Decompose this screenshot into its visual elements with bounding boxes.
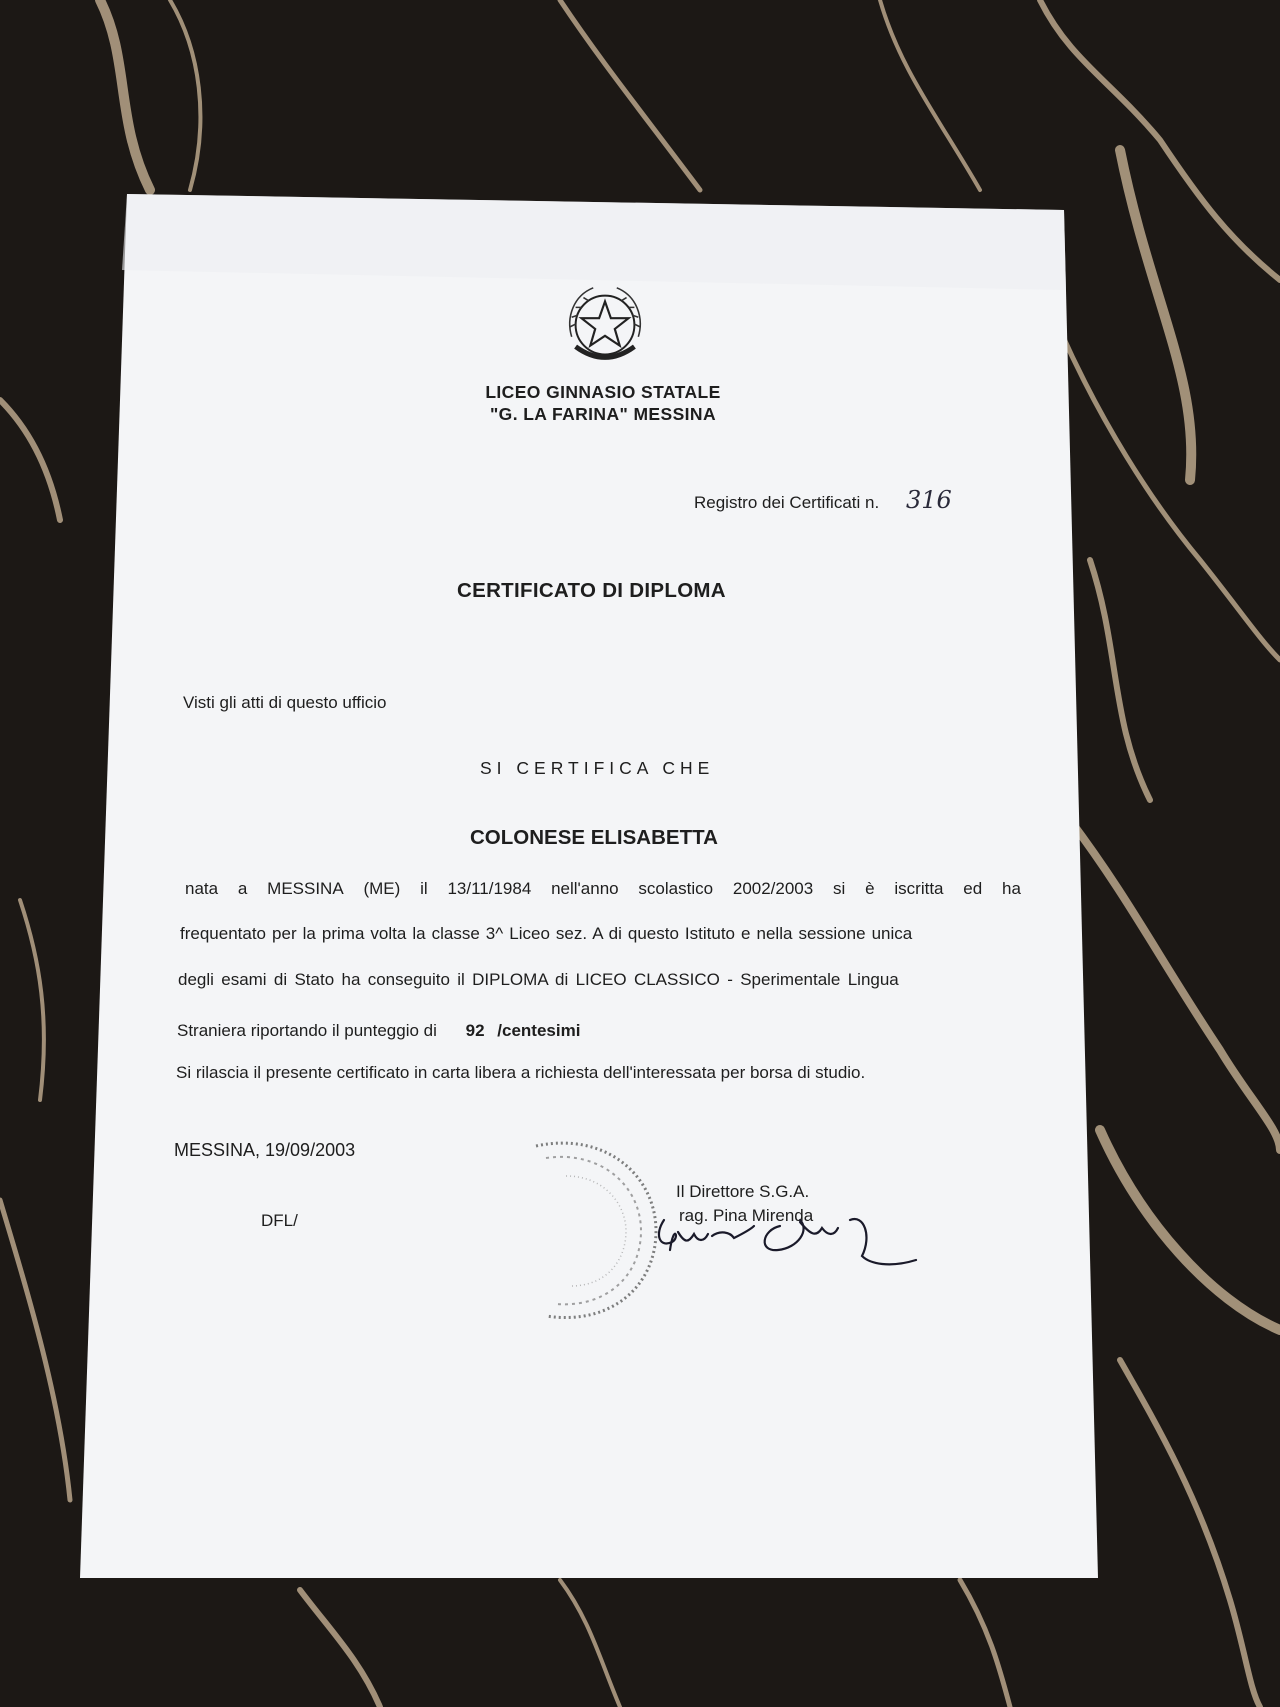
place-date: MESSINA, 19/09/2003 [174,1140,356,1160]
director-name: rag. Pina Mirenda [679,1206,814,1225]
body-line-2: frequentato per la prima volta la classe 3^ Liceo sez. A di questo Istituto e nella sessione unica [180,924,913,943]
body-line-1 [185,880,1021,897]
score-value: 92 [465,1021,485,1040]
school-name-line-1: LICEO GINNASIO STATALE [485,382,721,402]
word: 13/11/1984 [447,879,532,898]
registry-label: Registro dei Certificati n. [694,493,880,512]
handwritten-signature-icon [650,1190,930,1300]
score-prefix: Straniera riportando il punteggio di [177,1021,437,1040]
registry-number: 316 [906,486,952,514]
body-line-3: degli esami di Stato ha conseguito il DIPLOMA di LICEO CLASSICO - Sperimentale Lingua [178,970,899,989]
word: 2002/2003 [732,879,814,898]
intro-text: Visti gli atti di questo ufficio [183,693,387,712]
word: ed [963,879,983,898]
student-name: COLONESE ELISABETTA [470,826,718,849]
word: (ME) [363,879,401,898]
word: si [833,879,846,898]
ink-stamp-icon [526,1136,662,1326]
word: il [420,879,428,898]
initials: DFL/ [261,1211,298,1230]
word: iscritta [894,879,944,898]
word: scolastico [638,879,714,898]
word: nata [185,879,219,898]
school-name-line-2: "G. LA FARINA" MESSINA [489,404,716,424]
word: è [865,879,875,898]
word: a [237,879,248,898]
repubblica-italiana-emblem-icon [556,278,654,376]
word: nell'anno [551,879,619,898]
certifies-text: SI CERTIFICA CHE [480,758,715,778]
body-line-5: Si rilascia il presente certificato in carta libera a richiesta dell'interessata per borsa di studio. [176,1063,866,1082]
score-unit: /centesimi [497,1021,581,1040]
word: MESSINA [267,879,344,898]
director-title: Il Direttore S.G.A. [676,1182,810,1201]
body-line-4 [177,1022,580,1039]
certificate-title: CERTIFICATO DI DIPLOMA [457,579,726,602]
word: ha [1002,879,1021,898]
